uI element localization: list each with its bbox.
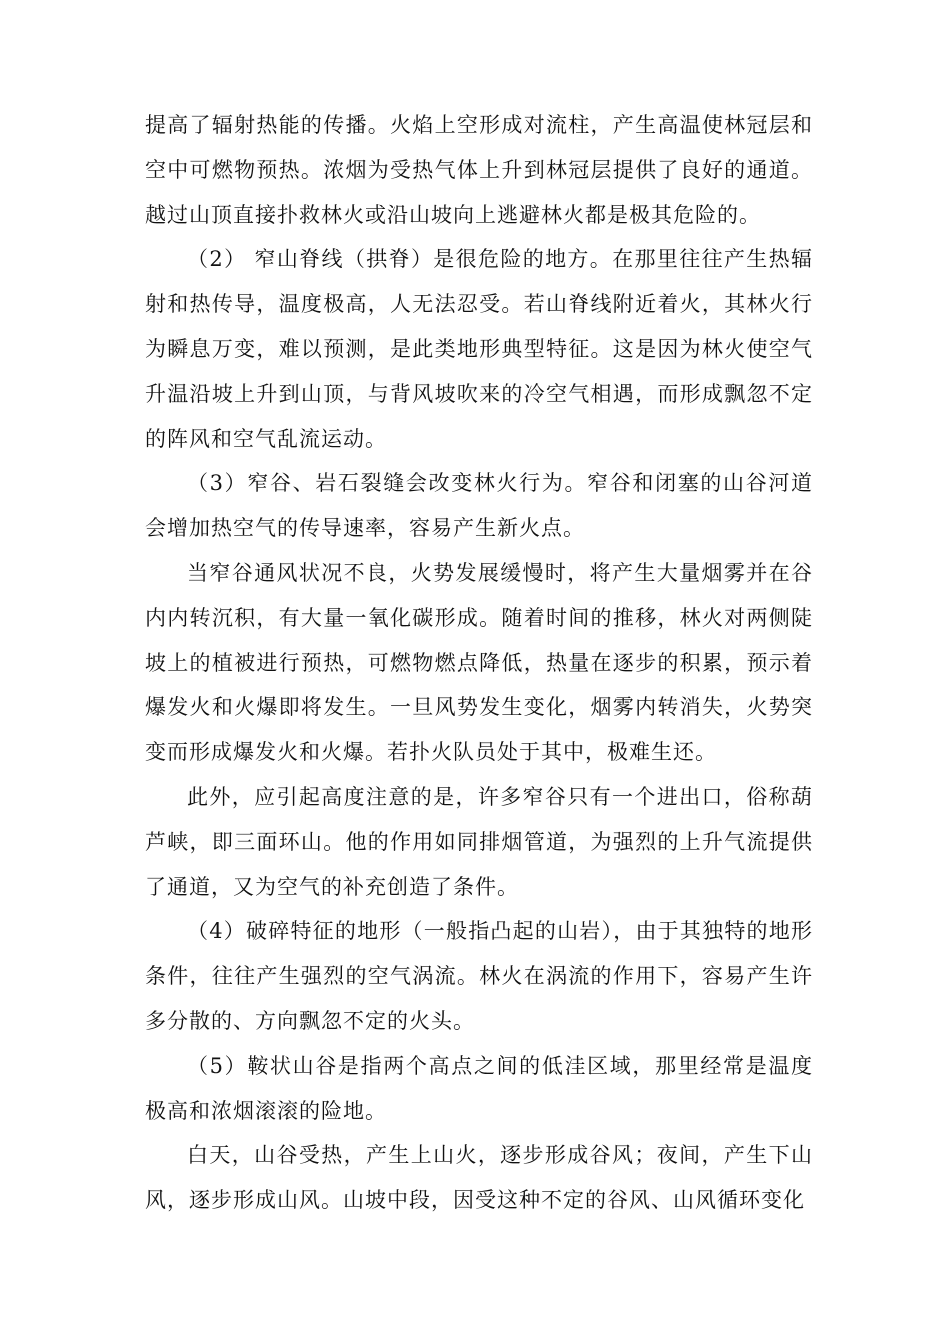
body-text [145,103,813,1223]
paragraph-narrow-valley: （3）窄谷、岩石裂缝会改变林火行为。窄谷和闭塞的山谷河道会增加热空气的传导速率，容易产生新火点。 [145,471,813,541]
paragraph-day-night-wind: 白天，山谷受热，产生上山火，逐步形成谷风；夜间，产生下山风，逐步形成山风。山坡中段，因受这种不定的谷风、山风循环变化 [145,1143,813,1213]
paragraph-poor-ventilation: 当窄谷通风状况不良，火势发展缓慢时，将产生大量烟雾并在谷内内转沉积，有大量一氧化碳形成。随着时间的推移，林火对两侧陡坡上的植被进行预热，可燃物燃点降低，热量在逐步的积累，预示着爆发火和火爆即将发生。一旦风势发生变化，烟雾内转消失，火势突变而形成爆发火和火爆。若扑火队员处于其中，极难生还。 [145,560,813,765]
paragraph-ridge-line: （2） 窄山脊线（拱脊）是很危险的地方。在那里往往产生热辐射和热传导，温度极高，人无法忍受。若山脊线附近着火，其林火行为瞬息万变，难以预测，是此类地形典型特征。这是因为林火使空气升温沿坡上升到山顶，与背风坡吹来的冷空气相遇，而形成飘忽不定的阵风和空气乱流运动。 [145,247,813,451]
paragraph-continuation: 提高了辐射热能的传播。火焰上空形成对流柱，产生高温使林冠层和空中可燃物预热。浓烟为受热气体上升到林冠层提供了良好的通道。越过山顶直接扑救林火或沿山坡向上逃避林火都是极其危险的。 [145,113,813,227]
paragraph-saddle-valley: （5）鞍状山谷是指两个高点之间的低洼区域，那里经常是温度极高和浓烟滚滚的险地。 [145,1053,813,1123]
paragraph-gourd-gorge: 此外，应引起高度注意的是，许多窄谷只有一个进出口，俗称葫芦峡，即三面环山。他的作用如同排烟管道，为强烈的上升气流提供了通道，又为空气的补充创造了条件。 [145,784,813,899]
paragraph-broken-terrain: （4）破碎特征的地形（一般指凸起的山岩），由于其独特的地形条件，往往产生强烈的空气涡流。林火在涡流的作用下，容易产生许多分散的、方向飘忽不定的火头。 [145,919,813,1033]
